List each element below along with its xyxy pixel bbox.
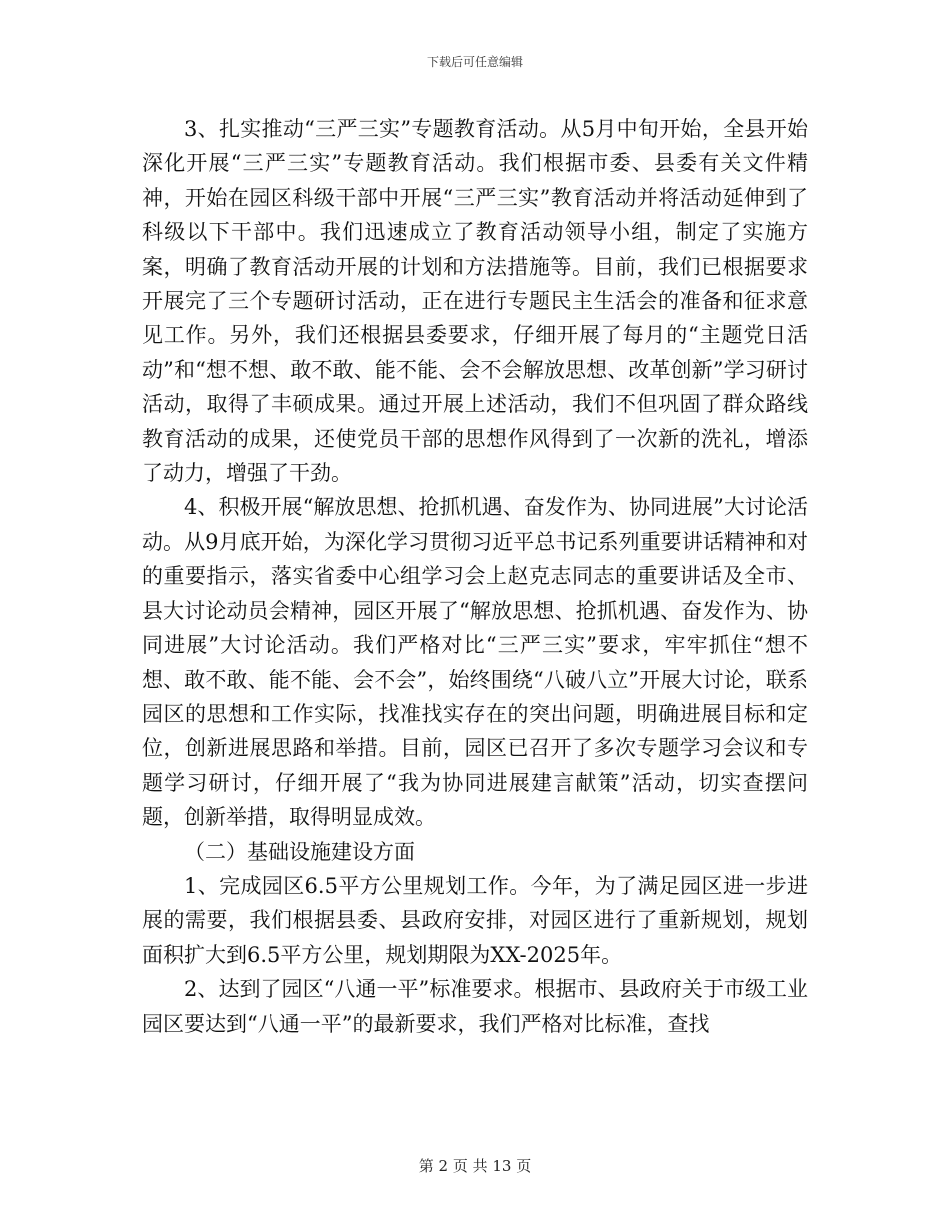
page-number-footer: 第 2 页 共 13 页 (418, 1157, 532, 1175)
paragraph-1-planning: 1、完成园区6.5平方公里规划工作。今年，为了满足园区进一步进展的需要，我们根据县委、县政府安排，对园区进行了重新规划，规划面积扩大到6.5平方公里，规划期限为XX-2025年。 (142, 873, 808, 967)
paragraph-2-batong-yiping: 2、达到了园区“八通一平”标准要求。根据市、县政府关于市级工业园区要达到“八通一平”的最新要求，我们严格对比标准，查找 (142, 977, 808, 1036)
paragraph-3-sanyan-sanshi: 3、扎实推动“三严三实”专题教育活动。从5月中旬开始，全县开始深化开展“三严三实”专题教育活动。我们根据市委、县委有关文件精神，开始在园区科级干部中开展“三严三实”教育活动并将活动延伸到了科级以下干部中。我们迅速成立了教育活动领导小组，制定了实施方案，明确了教育活动开展的计划和方法措施等。目前，我们已根据要求开展完了三个专题研讨活动，正在进行专题民主生活会的准备和征求意见工作。另外，我们还根据县委要求，仔细开展了每月的“主题党日活动”和“想不想、敢不敢、能不能、会不会解放思想、改革创新”学习研讨活动，取得了丰硕成果。通过开展上述活动，我们不但巩固了群众路线教育活动的成果，还使党员干部的思想作风得到了一次新的洗礼，增添了动力，增强了干劲。 (142, 117, 808, 486)
paragraph-4-discussion-activity: 4、积极开展“解放思想、抢抓机遇、奋发作为、协同进展”大讨论活动。从9月底开始，为深化学习贯彻习近平总书记系列重要讲话精神和对的重要指示，落实省委中心组学习会上赵克志同志的重要讲话及全市、县大讨论动员会精神，园区开展了“解放思想、抢抓机遇、奋发作为、协同进展”大讨论活动。我们严格对比“三严三实”要求，牢牢抓住“想不想、敢不敢、能不能、会不会”，始终围绕“八破八立”开展大讨论，联系园区的思想和工作实际，找准找实存在的突出问题，明确进展目标和定位，创新进展思路和举措。目前，园区已召开了多次专题学习会议和专题学习研讨，仔细开展了“我为协同进展建言献策”活动，切实查摆问题，创新举措，取得明显成效。 (142, 495, 808, 830)
document-body (142, 112, 808, 1041)
page-header-note: 下载后可任意编辑 (426, 55, 523, 69)
section-heading-infrastructure: （二）基础设施建设方面 (184, 839, 415, 864)
